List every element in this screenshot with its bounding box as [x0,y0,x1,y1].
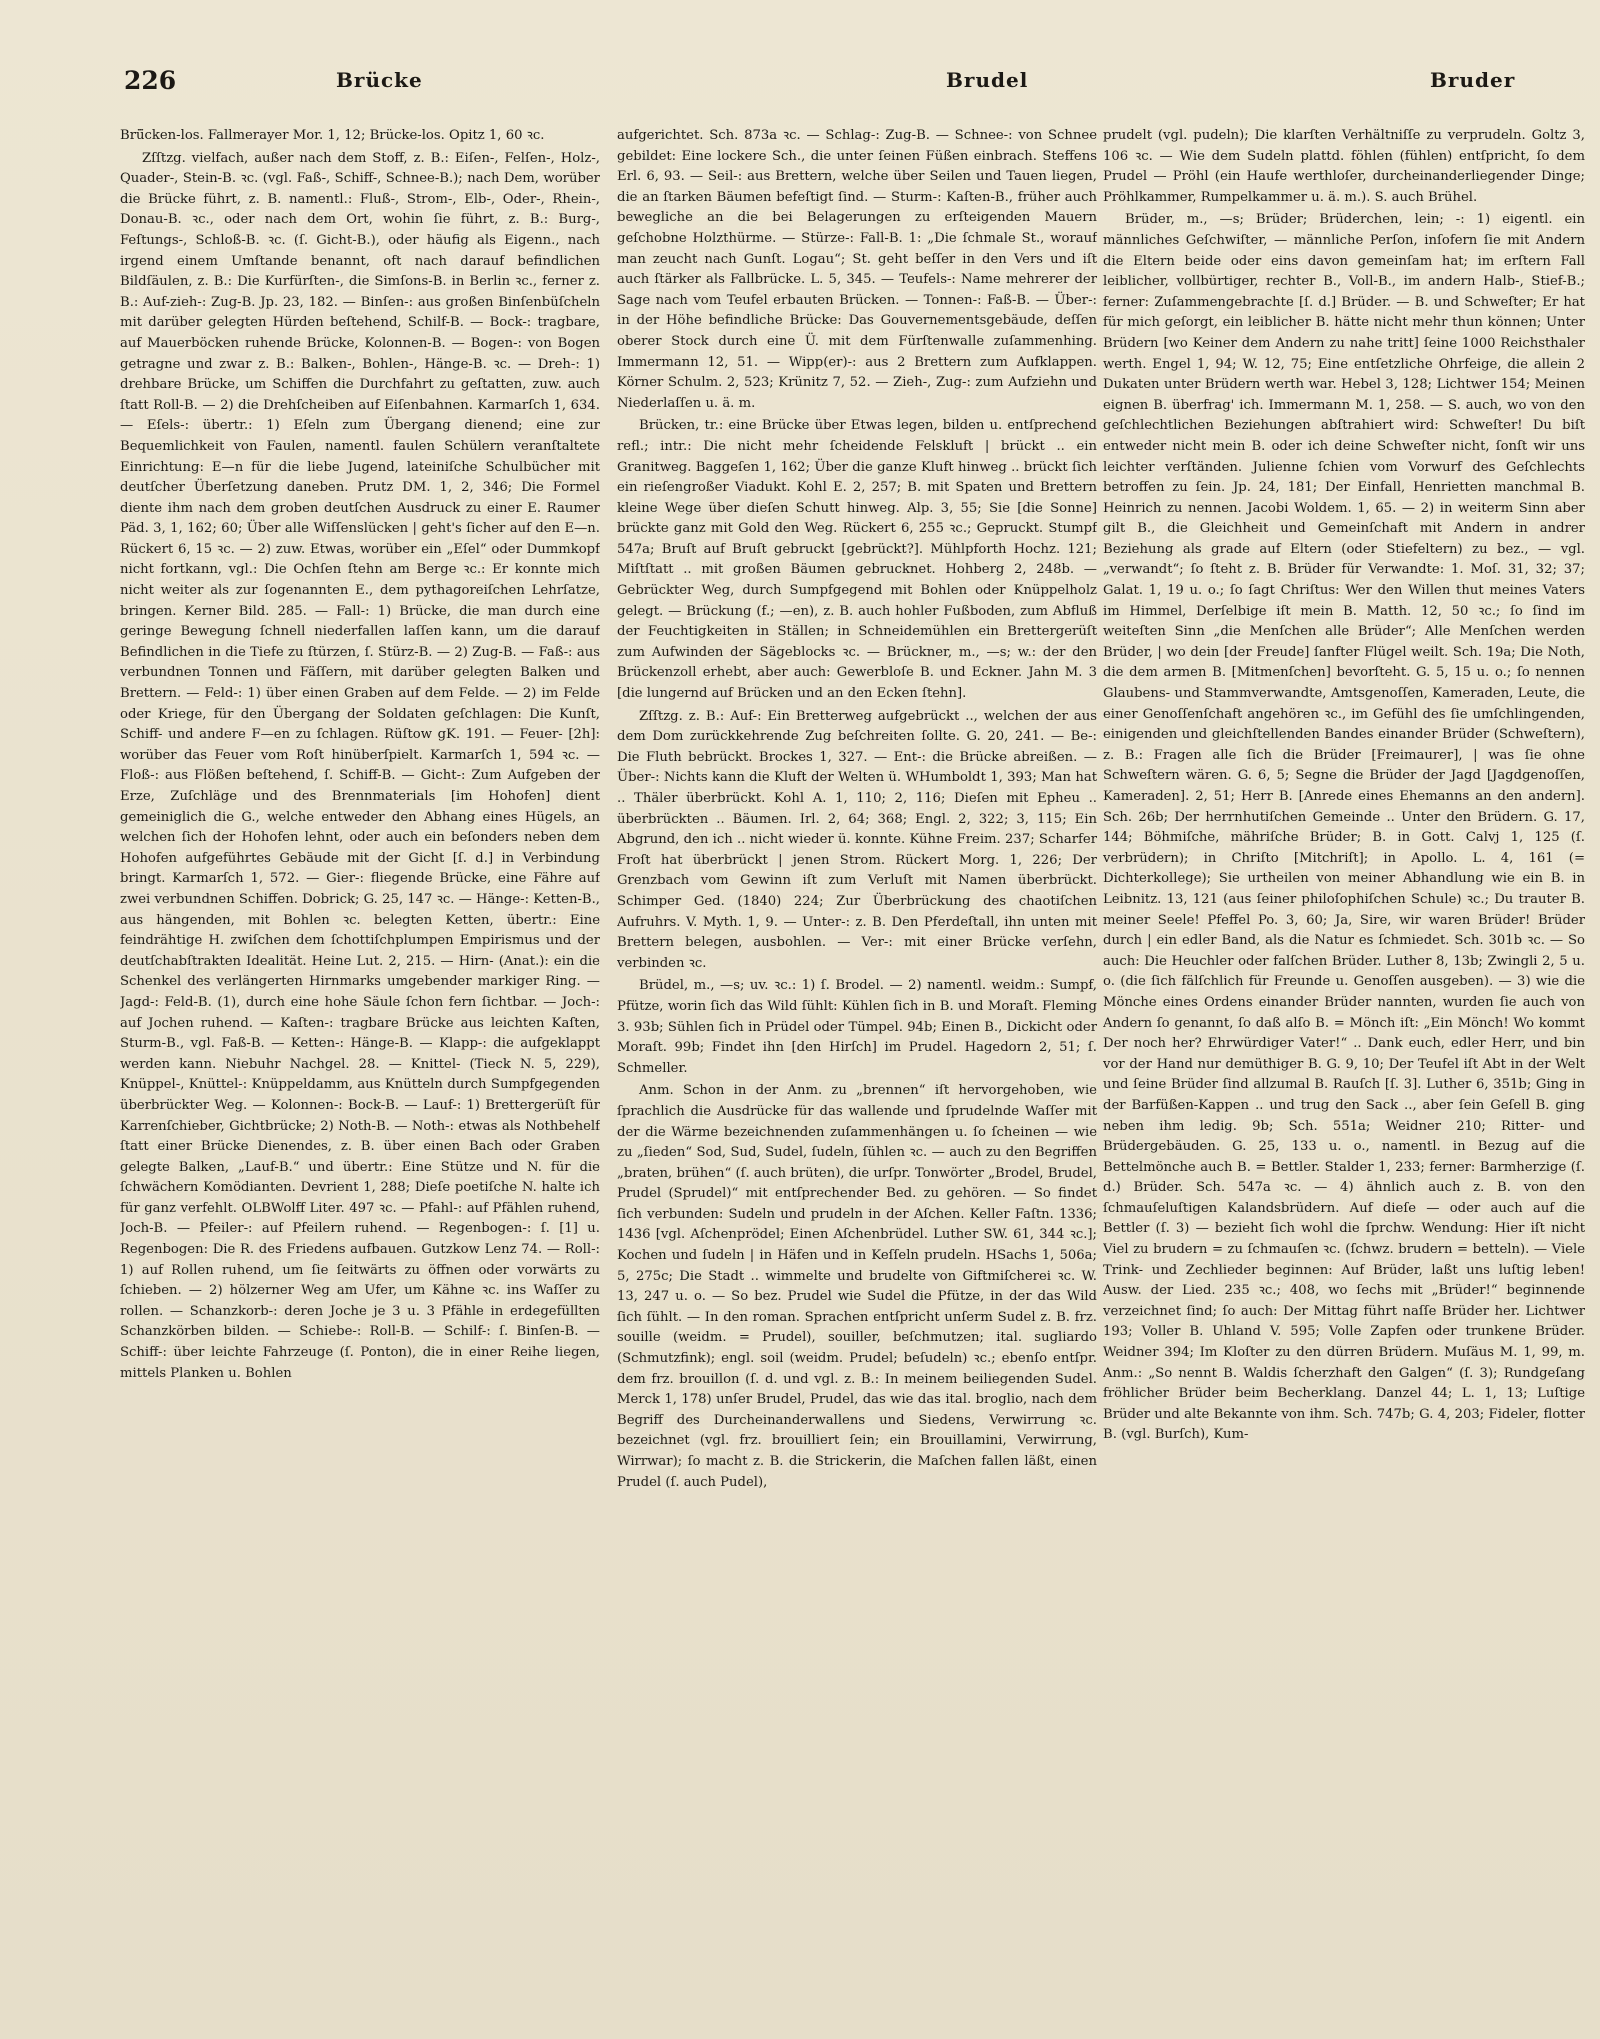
center-guide-word: Brudel [946,68,1029,92]
page-number: 226 [124,66,177,95]
entry-paragraph: Zſſtzg. z. B.: Auf-: Ein Bretterweg aufgebrückt .., welchen der aus dem Dom zurückkehrende Zug beſchreiten ſollte. G. 20, 241. — Be-: Die Fluth bebrückt. Brockes 1, 327. — Ent-: die Brücke abreißen. — Über-: Nichts kann die Kluft der Welten ü. WHumboldt 1, 393; Man hat .. Thäler überbrückt. Kohl A. 1, 110; 2, 116; Dieſen mit Epheu .. überbrückten .. Bäumen. Irl. 2, 64; 368; Engl. 2, 322; 3, 115; Ein Abgrund, den ich .. nicht wieder ü. konnte. Kühne Freim. 237; Scharfer Froſt hat überbrückt | jenen Strom. Rückert Morg. 1, 226; Der Grenzbach vom Gewinn iſt zum Verluſt mit Namen überbrückt. Schimper Ged. (1840) 224; Zur Überbrückung des chaotiſchen Aufruhrs. V. Myth. 1, 9. — Unter-: z. B. Den Pferdeſtall, ihn unten mit Brettern belegen, ausbohlen. — Ver-: mit einer Brücke verſehn, verbinden ꝛc. [617,708,1097,971]
entry-paragraph: Brü̈cken-los. Fallmerayer Mor. 1, 12; Brücke-los. Opitz 1, 60 ꝛc. [120,128,545,143]
right-guide-word: Bruder [1430,68,1516,92]
column-middle [617,126,1097,2026]
entry-paragraph: Zſſtzg. vielfach, außer nach dem Stoff, z. B.: Eiſen-, Felſen-, Holz-, Quader-, Stein-B. ꝛc. (vgl. Faß-, Schiff-, Schnee-B.); nach Dem, worüber die Brücke führt, z. B. namentl.: Fluß-, Strom-, Elb-, Oder-, Rhein-, Donau-B. ꝛc., oder nach dem Ort, wohin ſie führt, z. B.: Burg-, Feſtungs-, Schloß-B. ꝛc. (ſ. Gicht-B.), oder häufig als Eigenn., nach irgend einem Umſtande benannt, oft nach darauf befindlichen Bildſäulen, z. B.: Die Kurfürſten-, die Simſons-B. in Berlin ꝛc., ferner z. B.: Auf-zieh-: Zug-B. Jp. 23, 182. — Binſen-: aus großen Binſenbüſcheln mit darüber gelegten Hürden beſtehend, Schilf-B. — Bock-: tragbare, auf Mauerböcken ruhende Brücke, Kolonnen-B. — Bogen-: von Bogen getragne und zwar z. B.: Balken-, Bohlen-, Hänge-B. ꝛc. — Dreh-: 1) drehbare Brücke, um Schiffen die Durchfahrt zu geſtatten, zuw. auch ſtatt Roll-B. — 2) die Drehſcheiben auf Eiſenbahnen. Karmarſch 1, 634. — Eſels-: übertr.: 1) Eſeln zum Übergang dienend; eine zur Bequemlichkeit von Faulen, namentl. faulen Schülern veranſtaltete Einrichtung: E—n für die liebe Jugend, lateiniſche Schulbücher mit deutſcher Überſetzung daneben. Prutz DM. 1, 2, 346; Die Formel diente ihm nach dem groben deutſchen Ausdruck zu einer E. Raumer Päd. 3, 1, 162; 60; Über alle Wiſſenslücken | geht's ſicher auf den E—n. Rückert 6, 15 ꝛc. — 2) zuw. Etwas, worüber ein „Eſel“ oder Dummkopf nicht fortkann, vgl.: Die Ochſen ſtehn am Berge ꝛc.: Er konnte mich nicht weiter als zur ſogenannten E., dem pythagoreiſchen Lehrſatze, bringen. Kerner Bild. 285. — Fall-: 1) Brücke, die man durch eine geringe Bewegung ſchnell niederfallen laſſen kann, um die darauf Befindlichen in die Tiefe zu ſtürzen, ſ. Stürz-B. — 2) Zug-B. — Faß-: aus verbundnen Tonnen und Fäſſern, mit darüber gelegten Balken und Brettern. — Feld-: 1) über einen Graben auf dem Felde. — 2) im Felde oder Kriege, für den Übergang der Soldaten geſchlagen: Die Kunſt, Schiff- und andere F—en zu ſchlagen. Rüſtow gK. 191. — Feuer- [2h]: worüber das Feuer vom Roſt hinüberſpielt. Karmarſch 1, 594 ꝛc. — Floß-: aus Flößen beſtehend, ſ. Schiff-B. — Gicht-: Zum Aufgeben der Erze, Zuſchläge und des Brennmaterials [im Hohofen] dient gemeiniglich die G., welche entweder den Abhang eines Hügels, an welchen ſich der Hohofen lehnt, oder auch ein beſonders neben dem Hohofen aufgeführtes Gebäude mit der Gicht [ſ. d.] in Verbindung bringt. Karmarſch 1, 572. — Gier-: fliegende Brücke, eine Fähre auf zwei verbundnen Schiffen. Dobrick; G. 25, 147 ꝛc. — Hänge-: Ketten-B., aus hängenden, mit Bohlen ꝛc. belegten Ketten, übertr.: Eine feindrähtige H. zwiſchen dem ſchottiſchplumpen Empirismus und der deutſchabſtrakten Idealität. Heine Lut. 2, 215. — Hirn- (Anat.): ein die Schenkel des verlängerten Hirnmarks umgebender markiger Ring. — Jagd-: Feld-B. (1), durch eine hohe Säule ſchon fern ſichtbar. — Joch-: auf Jochen ruhend. — Kaſten-: tragbare Brücke aus leichten Kaſten, Sturm-B., vgl. Faß-B. — Ketten-: Hänge-B. — Klapp-: die aufgeklappt werden kann. Niebuhr Nachgel. 28. — Knittel- (Tieck N. 5, 229), Knüppel-, Knüttel-: Knüppeldamm, aus Knütteln durch Sumpfgegenden überbrückter Weg. — Kolonnen-: Bock-B. — Lauf-: 1) Brettergerüſt für Karrenſchieber, Gichtbrücke; 2) Noth-B. — Noth-: etwas als Nothbehelf ſtatt einer Brücke Dienendes, z. B. über einen Bach oder Graben gelegte Balken, „Lauf-B.“ und übertr.: Eine Stütze und N. für die ſchwächern Komödianten. Devrient 1, 288; Dieſe poetiſche N. halte ich für ganz verfehlt. OLBWolff Liter. 497 ꝛc. — Pfahl-: auf Pfählen ruhend, Joch-B. — Pfeiler-: auf Pfeilern ruhend. — Regenbogen-: ſ. [1] u. Regenbogen: Die R. des Friedens aufbauen. Gutzkow Lenz 74. — Roll-: 1) auf Rollen ruhend, um ſie ſeitwärts zu öffnen oder vorwärts zu ſchieben. — 2) hölzerner Weg am Ufer, um Kähne ꝛc. ins Waſſer zu rollen. — Schanzkorb-: deren Joche je 3 u. 3 Pfähle in erdegefüllten Schanzkörben bilden. — Schiebe-: Roll-B. — Schilf-: ſ. Binſen-B. — Schiff-: über leichte Fahrzeuge (ſ. Ponton), die in einer Reihe liegen, mittels Planken u. Bohlen [120,150,600,1381]
entry-paragraph: Brücken, tr.: eine Brücke über Etwas legen, bilden u. entſprechend refl.; intr.: Die nicht mehr ſcheidende Felskluft | brückt .. ein Granitweg. Baggeſen 1, 162; Über die ganze Kluft hinweg .. brückt ſich ein rieſengroßer Viadukt. Kohl E. 2, 257; B. mit Spaten und Brettern kleine Wege über dieſen Schutt hinweg. Alp. 3, 55; Sie [die Sonne] brückte ganz mit Gold den Weg. Rückert 6, 255 ꝛc.; Gepruckt. Stumpf 547a; Bruſt auf Bruſt gebruckt [gebrückt?]. Mühlpforth Hochz. 121; Miſtſtatt .. mit großen Bäumen gebrucknet. Hohberg 2, 248b. — Gebrückter Weg, durch Sumpfgegend mit Bohlen oder Knüppelholz gelegt. — Brückung (f.; —en), z. B. auch hohler Fußboden, zum Abfluß der Feuchtigkeiten in Ställen; in Schneidemühlen ein Brettergerüſt zum Aufwinden der Sägeblocks ꝛc. — Brückner, m., —s; w.: der den Brückenzoll erhebt, aber auch: Gewerbloſe B. und Eckner. Jahn M. 3 [die lungernd auf Brücken und an den Ecken ſtehn]. [617,418,1097,702]
note-paragraph: Anm. Schon in der Anm. zu „brennen“ iſt hervorgehoben, wie ſprachlich die Ausdrücke für das wallende und ſprudelnde Waſſer mit der die Wärme bezeichnenden zuſammenhängen u. ſo ſcheinen — wie zu „ſieden“ Sod, Sud, Sudel, ſudeln, ſühlen ꝛc. — auch zu den Begriffen „braten, brühen“ (ſ. auch brüten), die urſpr. Tonwörter „Brodel, Brudel, Prudel (Sprudel)“ mit entſprechender Bed. zu gehören. — So findet ſich verbunden: Sudeln und prudeln in der Aſchen. Keller Faſtn. 1336; 1436 [vgl. Aſchenprödel; Einen Aſchenbrüdel. Luther SW. 61, 344 ꝛc.]; Kochen und ſudeln | in Häfen und in Keſſeln prudeln. HSachs 1, 506a; 5, 275c; Die Stadt .. wimmelte und brudelte von Giftmiſcherei ꝛc. W. 13, 247 u. o. — So bez. Prudel wie Sudel die Pfütze, in der das Wild ſich ſühlt. — In den roman. Sprachen entſpricht unſerm Sudel z. B. frz. souille (weidm. = Prudel), souiller, beſchmutzen; ital. sugliardo (Schmutzfink); engl. soil (weidm. Prudel; beſudeln) ꝛc.; ebenſo entſpr. dem frz. brouillon (ſ. d. und vgl. z. B.: In meinem beiliegenden Sudel. Merck 1, 178) unſer Brudel, Prudel, das wie das ital. broglio, nach dem Begriff des Durcheinanderwallens und Siedens, Verwirrung ꝛc. bezeichnet (vgl. frz. brouilliert ſein; ein Brouillamini, Verwirrung, Wirrwar); ſo macht z. B. die Strickerin, die Maſchen fallen läßt, einen Prudel (ſ. auch Pudel), [617,1083,1097,1490]
entry-paragraph: Brüdel, m., —s; uv. ꝛc.: 1) ſ. Brodel. — 2) namentl. weidm.: Sumpf, Pfütze, worin ſich das Wild ſühlt: Kühlen ſich in B. und Moraſt. Fleming 3. 93b; Sühlen ſich in Prüdel oder Tümpel. 94b; Einen B., Dickicht oder Moraſt. 99b; Findet ihn [den Hirſch] im Prudel. Hagedorn 2, 51; ſ. Schmeller. [617,978,1097,1076]
entry-paragraph: aufgerichtet. Sch. 873a ꝛc. — Schlag-: Zug-B. — Schnee-: von Schnee gebildet: Eine lockere Sch., die unter ſeinen Füßen einbrach. Steffens Erl. 6, 93. — Seil-: aus Brettern, welche über Seilen und Tauen liegen, die an ſtarken Bäumen befeſtigt ſind. — Sturm-: Kaſten-B., früher auch bewegliche an die bei Belagerungen zu erſteigenden Mauern geſchobne Holzthürme. — Stürze-: Fall-B. 1: „Die ſchmale St., worauf man zeucht nach Gunſt. Logau“; St. geht beſſer in den Vers und iſt auch ſtärker als Fallbrücke. L. 5, 345. — Teufels-: Name mehrerer der Sage nach vom Teufel erbauten Brücken. — Tonnen-: Faß-B. — Über-: in der Höhe befindliche Brücke: Das Gouvernementsgebäude, deſſen oberer Stock durch eine Ü. mit dem Fürſtenwalle zuſammenhing. Immermann 12, 51. — Wipp(er)-: aus 2 Brettern zum Aufklappen. Körner Schulm. 2, 523; Krünitz 7, 52. — Zieh-, Zug-: zum Aufziehn und Niederlaſſen u. ä. m. [617,128,1097,411]
page-header [118,66,1600,106]
entry-paragraph: Brüder, m., —s; Brüder; Brüderchen, lein; -: 1) eigentl. ein männliches Geſchwiſter, — männliche Perſon, inſofern ſie mit Andern die Eltern beide oder eins davon gemeinſam hat; im erſtern Fall leiblicher, vollbürtiger, rechter B., Voll-B., im andern Halb-, Stief-B.; ferner: Zuſammengebrachte [ſ. d.] Brüder. — B. und Schweſter; Er hat für mich geſorgt, ein leiblicher B. hätte nicht mehr thun können; Unter Brüdern [wo Keiner dem Andern zu nahe tritt] ſeine 1000 Reichsthaler werth. Engel 1, 94; W. 12, 75; Eine entſetzliche Ohrfeige, die allein 2 Dukaten unter Brüdern werth war. Hebel 3, 128; Lichtwer 154; Meinen eignen B. überfrag' ich. Immermann M. 1, 258. — S. auch, wo von den geſchlechtlichen Beziehungen abſtrahiert wird: Schweſter! Du biſt entweder nicht mein B. oder ich deine Schweſter nicht, ſonſt wir uns leichter verſtänden. Julienne ſchien vom Vorwurf des Geſchlechts betroffen zu ſein. Jp. 24, 181; Der Einfall, Henrietten manchmal B. Heinrich zu nennen. Jacobi Woldem. 1, 65. — 2) in weiterm Sinn aber gilt B., die Gleichheit und Gemeinſchaft mit Andern in andrer Beziehung als grade auf Eltern (oder Stiefeltern) zu bez., — vgl. „verwandt“; ſo ſteht z. B. Brüder für Verwandte: 1. Moſ. 31, 32; 37; Galat. 1, 19 u. o.; ſo ſagt Chriſtus: Wer den Willen thut meines Vaters im Himmel, Derſelbige iſt mein B. Matth. 12, 50 ꝛc.; ſo ſind im weiteſten Sinn „die Menſchen alle Brüder“; Alle Menſchen werden Brüder, | wo dein [der Freude] ſanfter Flügel weilt. Sch. 19a; Die Noth, die dem armen B. [Mitmenſchen] bevorſteht. G. 5, 15 u. o.; ſo nennen Glaubens- und Stammverwandte, Amtsgenoſſen, Kameraden, Leute, die einer Genoſſenſchaft angehören ꝛc., im Gefühl des ſie umſchlingenden, einigenden und gleichſtellenden Bandes einander Brüder (Schweſtern), z. B.: Fragen alle ſich die Brüder [Freimaurer], | was ſie ohne Schweſtern wären. G. 6, 5; Segne die Brüder der Jagd [Jagdgenoſſen, Kameraden]. 2, 51; Herr B. [Anrede eines Ehemanns an den andern]. Sch. 26b; Der herrnhutiſchen Gemeinde .. Unter den Brüdern. G. 17, 144; Böhmiſche, mähriſche Brüder; B. in Gott. Calvj 1, 125 (ſ. verbrüdern); in Chriſto [Mitchriſt]; in Apollo. L. 4, 161 (= Dichterkollege); Sie urtheilen von meiner Abhandlung wie ein B. in Leibnitz. 13, 121 (aus ſeiner philoſophiſchen Schule) ꝛc.; Du trauter B. meiner Seele! Pfeffel Po. 3, 60; Ja, Sire, wir waren Brüder! Brüder durch | ein edler Band, als die Natur es ſchmiedet. Sch. 301b ꝛc. — So auch: Die Heuchler oder falſchen Brüder. Luther 8, 13b; Zwingli 2, 5 u. o. (die ſich fälſchlich für Freunde u. Genoſſen ausgeben). — 3) wie die Mönche eines Ordens einander Brüder nannten, wurden ſie auch von Andern ſo genannt, ſo daß alſo B. = Mönch iſt: „Ein Mönch! Wo kommt Der noch her? Ehrwürdiger Vater!“ .. Dank euch, edler Herr, und bin vor der Hand nur demüthiger B. G. 9, 10; Der Teufel iſt Abt in der Welt und ſeine Brüder ſind allzumal B. Rauſch [ſ. 3]. Luther 6, 351b; Ging in der Barfüßen-Kappen .. und trug den Sack .., aber ſein Geſell B. ging neben ihm ledig. 9b; Sch. 551a; Weidner 210; Ritter- und Brüdergebäuden. G. 25, 133 u. o., namentl. in Bezug auf die Bettelmönche auch B. = Bettler. Stalder 1, 233; ferner: Barmherzige (ſ. d.) Brüder. Sch. 547a ꝛc. — 4) ähnlich auch z. B. von den ſchmauſeluſtigen Kalandsbrüdern. Auf dieſe — oder auch auf die Bettler (ſ. 3) — bezieht ſich wohl die ſprchw. Wendung: Hier iſt nicht Viel zu brudern = zu ſchmauſen ꝛc. (ſchwz. brudern = betteln). — Viele Trink- und Zechlieder beginnen: Auf Brüder, laßt uns luſtig leben! Ausw. der Lied. 235 ꝛc.; 408, wo ſechs mit „Brüder!“ beginnende verzeichnet ſind; ſo auch: Der Mittag führt naſſe Brüder her. Lichtwer 193; Voller B. Uhland V. 595; Volle Zapfen oder trunkene Brüder. Weidner 394; Im Kloſter zu den dürren Brüdern. Muſäus M. 1, 99, m. Anm.: „So nennt B. Waldis ſcherzhaft den Galgen“ (ſ. 3); Rundgeſang fröhlicher Brüder beim Becherklang. Danzel 44; L. 1, 13; Luſtige Brüder und alte Bekannte von ihm. Sch. 747b; G. 4, 203; Fideler, flotter B. (vgl. Burſch), Kum- [1103,212,1585,1443]
column-left [120,126,600,2026]
left-guide-word: Brücke [336,68,423,92]
entry-paragraph: prudelt (vgl. pudeln); Die klarſten Verhältniſſe zu verprudeln. Goltz 3, 106 ꝛc. — Wie dem Sudeln plattd. föhlen (fühlen) entſpricht, ſo dem Prudel — Pröhl (ein Haufe werthloſer, durcheinanderliegender Dinge; Pröhlkammer, Rumpelkammer u. ä. m.). S. auch Brühel. [1103,128,1585,205]
column-right [1103,126,1585,2026]
